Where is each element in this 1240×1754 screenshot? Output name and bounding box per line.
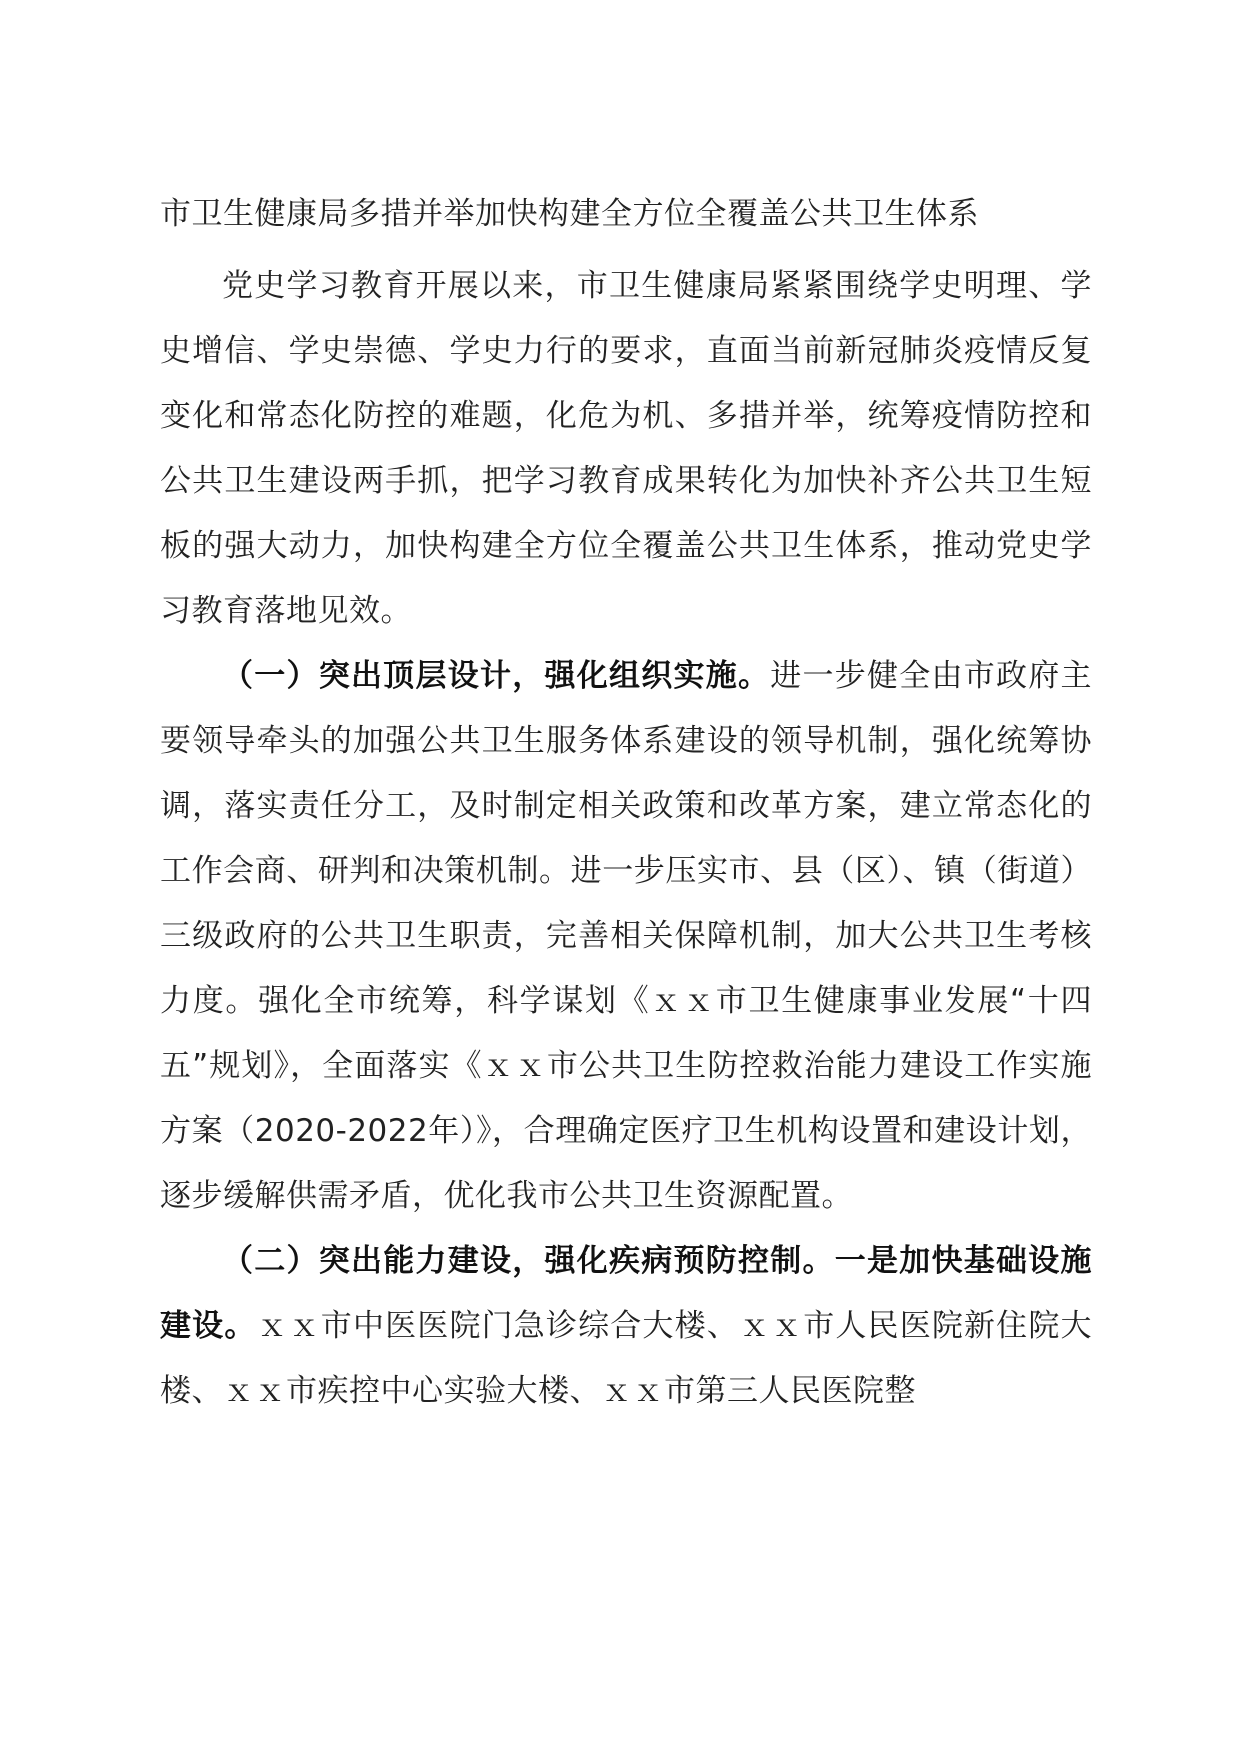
section-1-paragraph bbox=[160, 644, 1092, 1229]
section-2-heading: （二）突出能力建设，强化疾病预防控制。一是加快基础设施建设。 bbox=[160, 1243, 1092, 1344]
section-1-body: 进一步健全由市政府主要领导牵头的加强公共卫生服务体系建设的领导机制，强化统筹协调，落实责任分工，及时制定相关政策和改革方案，建立常态化的工作会商、研判和决策机制。进一步压实市、县（区）、镇（街道）三级政府的公共卫生职责，完善相关保障机制，加大公共卫生考核力度。强化全市统筹，科学谋划《ｘｘ市卫生健康事业发展“十四五”规划》，全面落实《ｘｘ市公共卫生防控救治能力建设工作实施方案（2020-2022年）》，合理确定医疗卫生机构设置和建设计划，逐步缓解供需矛盾，优化我市公共卫生资源配置。 bbox=[160, 658, 1092, 1214]
document-page bbox=[160, 182, 1092, 1424]
section-1-heading: （一）突出顶层设计，强化组织实施。 bbox=[222, 658, 771, 694]
document-title: 市卫生健康局多措并举加快构建全方位全覆盖公共卫生体系 bbox=[160, 196, 979, 232]
section-2-paragraph bbox=[160, 1229, 1092, 1424]
section-2-body: ｘｘ市中医医院门急诊综合大楼、ｘｘ市人民医院新住院大楼、ｘｘ市疾控中心实验大楼、ｘｘ市第三人民医院整 bbox=[160, 1308, 1092, 1409]
intro-paragraph: 党史学习教育开展以来，市卫生健康局紧紧围绕学史明理、学史增信、学史崇德、学史力行的要求，直面当前新冠肺炎疫情反复变化和常态化防控的难题，化危为机、多措并举，统筹疫情防控和公共卫生建设两手抓，把学习教育成果转化为加快补齐公共卫生短板的强大动力，加快构建全方位全覆盖公共卫生体系，推动党史学习教育落地见效。 bbox=[160, 268, 1092, 629]
